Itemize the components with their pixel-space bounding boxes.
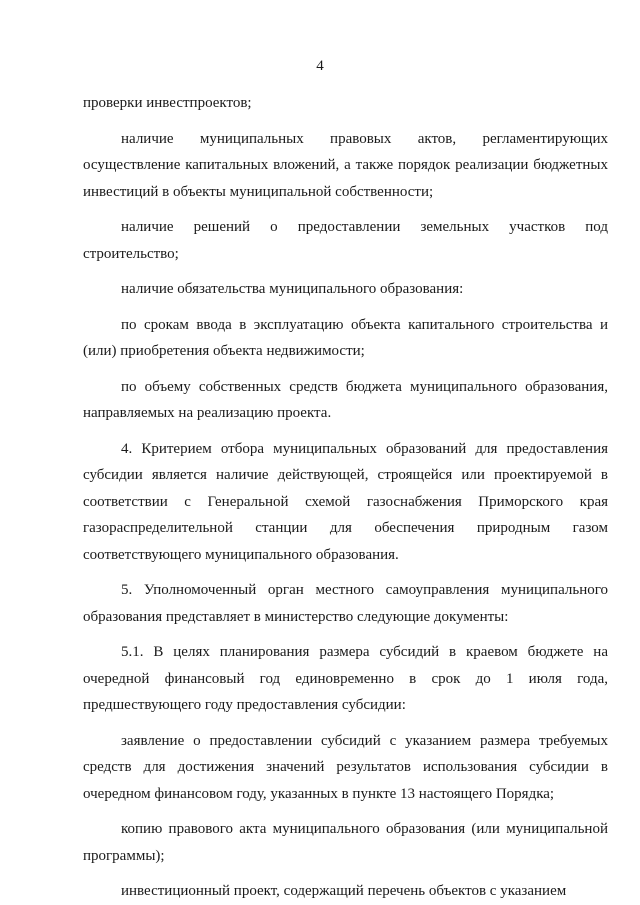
paragraph: заявление о предоставлении субсидий с указанием размера требуемых средств для достижения значений результатов использования субсидии в очередном финансовом году, указанных в пункте 13 настоящего Порядка; [83, 732, 608, 802]
paragraph: инвестиционный проект, содержащий перечень объектов с указанием [121, 883, 567, 899]
paragraph: 4. Критерием отбора муниципальных образований для предоставления субсидии является наличие действующей, строящейся или проектируемой в соответствии с Генеральной схемой газоснабжения Приморского края газораспределительной станции для обеспечения природным газом соответствующего муниципального образования. [83, 440, 608, 563]
paragraph: наличие решений о предоставлении земельных участков под строительство; [83, 219, 608, 262]
paragraph: наличие муниципальных правовых актов, регламентирующих осуществление капитальных вложений, а также порядок реализации бюджетных инвестиций в объекты муниципальной собственности; [83, 130, 608, 200]
paragraph: проверки инвестпроектов; [83, 95, 252, 111]
paragraph: по срокам ввода в эксплуатацию объекта капитального строительства и (или) приобретения объекта недвижимости; [83, 316, 608, 359]
paragraph: копию правового акта муниципального образования (или муниципальной программы); [83, 821, 608, 864]
paragraph: 5. Уполномоченный орган местного самоуправления муниципального образования представляет в министерство следующие документы: [83, 582, 608, 625]
page-number: 4 [316, 58, 324, 74]
paragraph: 5.1. В целях планирования размера субсидий в краевом бюджете на очередной финансовый год единовременно в срок до 1 июля года, предшествующего году предоставления субсидии: [83, 644, 608, 713]
paragraph: по объему собственных средств бюджета муниципального образования, направляемых на реализацию проекта. [83, 378, 608, 421]
paragraph: наличие обязательства муниципального образования: [121, 281, 464, 297]
document-body [83, 90, 608, 905]
